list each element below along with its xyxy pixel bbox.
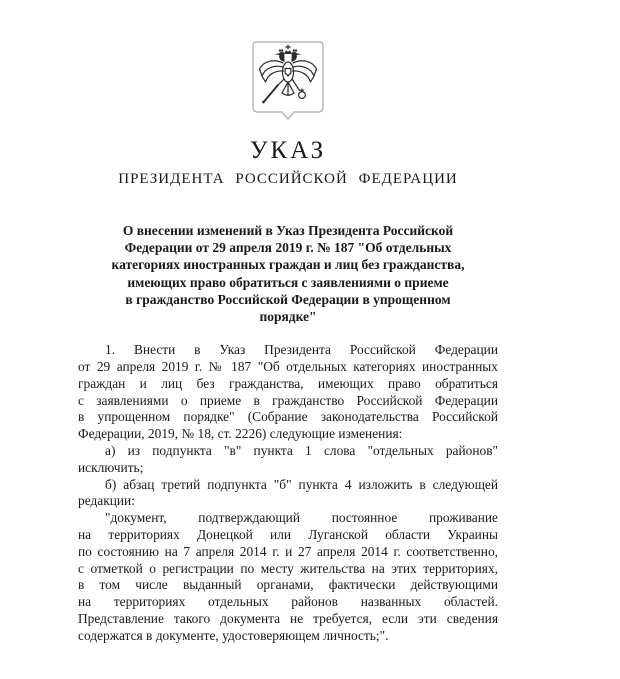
body-line: с отметкой о регистрации по месту жительства на этих территориях, [78, 560, 498, 576]
body-line: от 29 апреля 2019 г. № 187 "Об отдельных категориях иностранных [78, 359, 498, 375]
heading-line: категориях иностранных граждан и лиц без гражданства, [111, 257, 465, 273]
body-line: Представление такого документа не требуется, если эти сведения [78, 610, 498, 626]
body-line: "документ, подтверждающий постоянное проживание [105, 510, 498, 526]
body-line: 1. Внести в Указ Президента Российской Федерации [105, 342, 498, 358]
heading-line: порядке" [259, 309, 317, 325]
heading-line: О внесении изменений в Указ Президента Российской [122, 223, 454, 238]
document-subtitle: ПРЕЗИДЕНТА РОССИЙСКОЙ ФЕДЕРАЦИИ [118, 171, 458, 187]
russian-coat-of-arms-icon [252, 41, 324, 125]
decree-heading [78, 222, 498, 325]
paragraph-2a [78, 443, 498, 477]
heading-line: в гражданство Российской Федерации в упрощенном [125, 291, 451, 307]
body-line: на территориях отдельных районов названных областей. [78, 594, 498, 610]
body-line: Федерации, 2019, № 18, ст. 2226) следующие изменения: [78, 426, 403, 442]
decree-body [78, 342, 498, 644]
heading-line: имеющих право обратиться с заявлениями о приеме [127, 274, 449, 290]
document-title: УКАЗ [249, 137, 327, 164]
body-line: в упрощенном порядке" (Собрание законодательства Российской [78, 409, 498, 425]
content-column [78, 0, 498, 645]
paragraph-1 [78, 342, 498, 443]
body-line: в том числе выданный органами, фактически действующими [78, 577, 498, 593]
body-line: на территориях Донецкой или Луганской области Украины [78, 526, 498, 542]
body-line: содержатся в документе, удостоверяющем личность;". [78, 627, 389, 643]
body-line: с заявлениями о приеме в гражданство Российской Федерации [78, 392, 498, 408]
paragraph-2b [78, 477, 498, 511]
body-line: б) абзац третий подпункта "б" пункта 4 изложить в следующей [105, 476, 498, 492]
body-line: по состоянию на 7 апреля 2014 г. и 27 апреля 2014 г. соответственно, [78, 543, 498, 559]
heading-line: Федерации от 29 апреля 2019 г. № 187 "Об отдельных [124, 240, 452, 256]
body-line: исключить; [78, 459, 144, 475]
paragraph-quote [78, 510, 498, 644]
body-line: граждан и лиц без гражданства, имеющих право обратиться [78, 375, 498, 391]
body-line: а) из подпункта "в" пункта 1 слова "отдельных районов" [105, 443, 498, 458]
body-line: редакции: [78, 493, 135, 509]
